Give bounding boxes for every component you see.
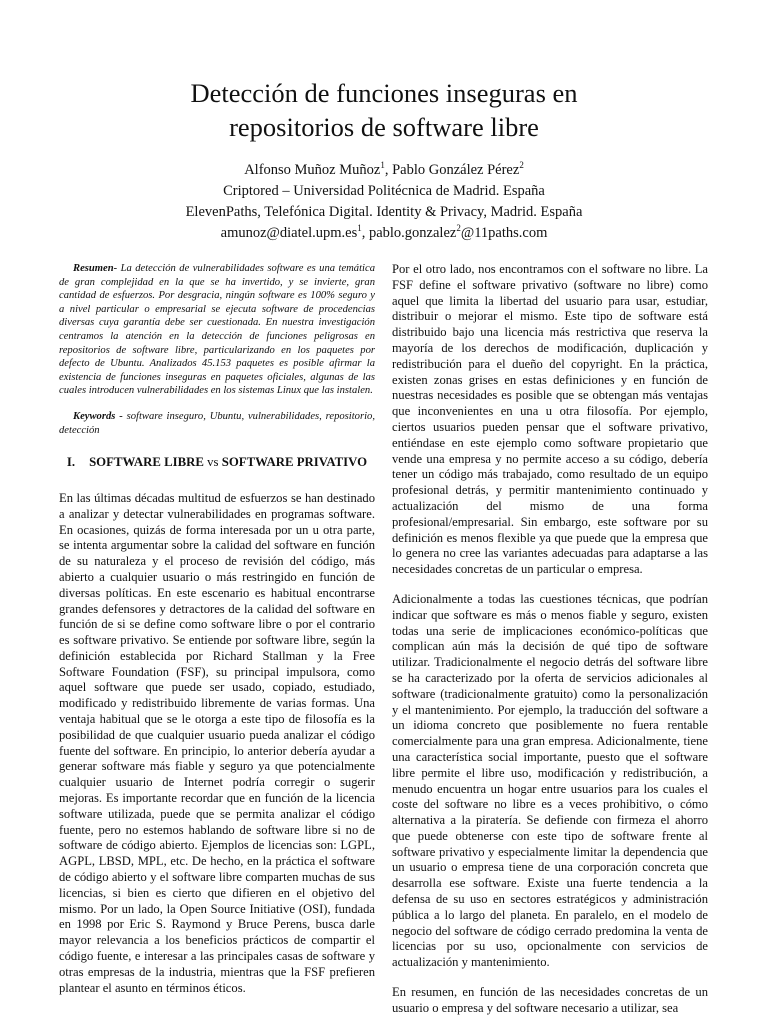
abstract-text: La detección de vulnerabilidades software es una temática de gran complejidad en la que se ha invertido, y se invierte, gran cantidad de esfuerzos. Por desgracia, ningún software es 100% seguro y a nivel particular o empresarial se ejecuta software de procedencias diversas cuya garantía debe ser cuestionada. En nuestra investigación centramos la atención en la detección de funciones peligrosas en repositorios de software libre, particularizando en los paquetes por defecto de Ubuntu. Analizados 45.153 paquetes es posible afirmar la existencia de funciones inseguras en paquetes oficiales, algunas de las cuales introducen vulnerabilidades en los sistemas Linux que las instalen. <box>59 263 375 397</box>
affiliation-1: Criptored – Universidad Politécnica de Madrid. España <box>223 183 545 199</box>
author-1-affil-mark: 1 <box>380 160 385 171</box>
abstract <box>59 262 375 398</box>
section-title-part-1: SOFTWARE LIBRE <box>89 455 208 470</box>
keywords-label: Keywords - <box>73 410 123 422</box>
author-separator: , <box>384 162 393 178</box>
email-1: amunoz@diatel.upm.es <box>220 225 358 241</box>
section-number: I. <box>66 455 76 470</box>
section-heading <box>59 455 375 471</box>
section-title-part-2: SOFTWARE PRIVATIVO <box>218 455 368 470</box>
keywords-text: software inseguro, Ubuntu, vulnerabilidades, repositorio, detección <box>59 410 375 436</box>
section-title-vs: vs <box>207 455 219 470</box>
author-2-affil-mark: 2 <box>519 160 524 171</box>
title-line-1: Detección de funciones inseguras en <box>190 78 578 108</box>
abstract-label: Resumen- <box>73 263 118 274</box>
author-emails <box>60 223 708 244</box>
right-column <box>392 262 708 1017</box>
affiliation-2: ElevenPaths, Telefónica Digital. Identity & Privacy, Madrid. España <box>185 204 583 220</box>
title-line-2: repositorios de software libre <box>229 112 539 142</box>
email-2-mark: 2 <box>456 223 461 234</box>
email-2-domain: @11paths.com <box>460 225 548 241</box>
author-names <box>60 160 708 181</box>
left-column <box>59 262 375 996</box>
author-2: Pablo González Pérez <box>392 162 520 178</box>
left-body-paragraph: En las últimas décadas multitud de esfuerzos se han destinado a analizar y detectar vulnerabilidades en programas software. En ocasiones, quizás de forma interesada por un u otra parte, se intenta argumentar sobre la calidad del software en función de su naturaleza y el proceso de revisión del código, más abierto a cualquier usuario o más restringido en función de diversas políticas. En este escenario es habitual encontrarse grandes defensores y detractores de la calidad del software en función de si se define como software libre o por el contrario es software privativo. Se entiende por software libre, según la definición establecida por Richard Stallman y la Free Software Foundation (FSF), su principal impulsora, como aquel software que puede ser usado, copiado, estudiado, modificado y redistribuido libremente de varias formas. Una ventaja habitual que se le otorga a este tipo de filosofía es la posibilidad de que cualquier usuario pueda analizar el código fuente del software. En principio, lo anterior debería ayudar a generar software más fiable y seguro ya que potencialmente cualquier usuario de Internet podría corregir o sugerir mejoras. Es importante recordar que en función de la licencia software utilizada, puede que se permita analizar el código fuente, pero no estemos hablando de software libre si no de software de código abierto. Ejemplos de licencias son: LGPL, AGPL, LBSD, MPL, etc. De hecho, en la práctica el software de código abierto y el software libre comparten muchas de sus licencias, si bien es cierto que difieren en el objetivo del mismo. Por un lado, la Open Source Initiative (OSI), fundada en 1998 por Eric S. Raymond y Bruce Perens, busca darle mayor relevancia a los beneficios prácticos de compartir el código fuente, e interesar a las principales casas de software y otras empresas de la industria, mientras que la FSF prefieren plantear el asunto en términos éticos. <box>59 490 375 995</box>
paper-title <box>60 76 708 144</box>
author-block <box>60 160 708 244</box>
email-1-mark: 1 <box>357 223 362 234</box>
keywords <box>59 410 375 437</box>
email-2-user: , pablo.gonzalez <box>361 225 457 241</box>
right-paragraph-3: En resumen, en función de las necesidades concretas de un usuario o empresa y del software necesario a utilizar, sea <box>392 985 708 1015</box>
right-paragraph-1: Por el otro lado, nos encontramos con el software no libre. La FSF define el software privativo (software no libre) como aquel que limita la libertad del usuario para usar, estudiar, distribuir o mejorar el mismo. Este tipo de software está distribuido bajo una licencia más restrictiva que reserva la mayoría de los derechos de modificación, duplicación y redistribución para el dueño del copyright. En la práctica, existen zonas grises en estas definiciones y en función de nuestras necesidades es posible que se obtengan más ventajas que inconvenientes en una u otra filosofía. Por ejemplo, ciertos usuarios pueden pensar que el software privativo, entiéndase en este ejemplo como software propietario que vende una empresa y no permite acceso a su código, debería tener un código más trabajado, como resultado de un equipo profesional detrás, y permitir mantenimiento continuado y actualización del mismo de una forma profesional/empresarial. Sin embargo, este software por su definición es menos flexible ya que puede que la empresa que lo genera no cree las variantes adecuadas para adaptarse a las necesidades concretas de un particular o empresa. <box>392 262 708 577</box>
author-1: Alfonso Muñoz Muñoz <box>244 162 381 178</box>
right-paragraph-2: Adicionalmente a todas las cuestiones técnicas, que podrían indicar que software es más o menos fiable y seguro, existen todas una serie de implicaciones económico-políticas que complican aún más la decisión de qué tipo de software utilizar. Tradicionalmente el negocio detrás del software libre se ha caracterizado por la oferta de servicios adicionales al software (tradicionalmente gratuito) como la personalización y el mantenimiento. Por ejemplo, la traducción del software a un idioma concreto que posiblemente no fuera rentable comercialmente para una gran empresa. Adicionalmente, tiene una característica social importante, puesto que el software libre permite el libre uso, modificación y redistribución, a menudo encuentra un hogar entre usuarios para los cuales el coste del software no libre es a veces prohibitivo, o cómo alternativa a la piratería. Se defiende con firmeza el ahorro que puede obtenerse con este tipo de software frente al software privativo y especialmente limitar la dependencia que un usuario o empresa tiene de una corporación concreta que desarrolla ese software. Existe una fuerte tendencia a la defensa de su uso en sectores estratégicos y administración pública a lo largo del planeta. En paralelo, en el modelo de negocio del software de código cerrado predomina la venta de licencias por su uso, opcionalmente con servicios de actualización y mantenimiento. <box>392 591 708 970</box>
